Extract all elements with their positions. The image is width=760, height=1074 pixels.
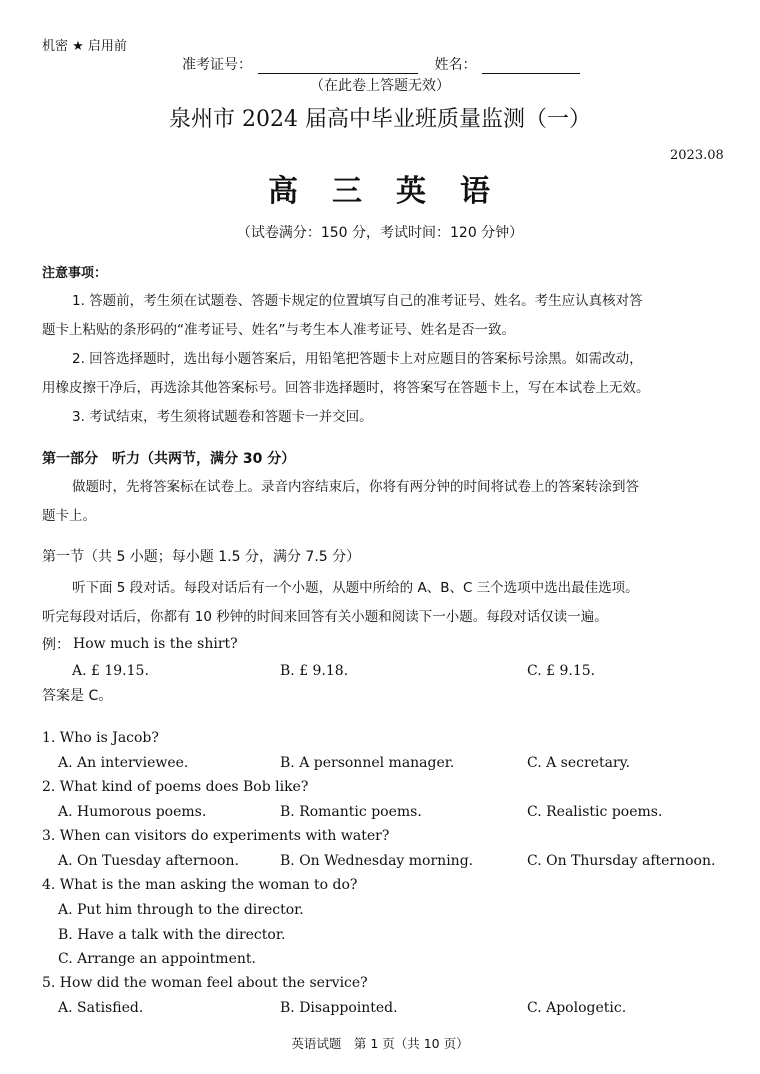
notice-item-2-line-2: 用橡皮擦干净后，再选涂其他答案标号。回答非选择题时，将答案写在答题卡上，写在本试卷上无效。 <box>42 380 650 396</box>
part1-instruction-line-1: 做题时，先将答案标在试卷上。录音内容结束后，你将有两分钟的时间将试卷上的答案转涂到答 <box>72 479 639 495</box>
question-4-option-c: C. Arrange an appointment. <box>58 951 256 967</box>
exam-number-blank <box>258 73 418 74</box>
notice-item-1-line-1: 1. 答题前，考生须在试题卷、答题卡规定的位置填写自己的准考证号、姓名。考生应认真核对答 <box>72 293 643 309</box>
section1-heading: 第一节（共 5 小题；每小题 1.5 分，满分 7.5 分） <box>42 549 361 565</box>
invalid-answer-note: （在此卷上答题无效） <box>310 78 450 94</box>
section1-instruction-line-1: 听下面 5 段对话。每段对话后有一个小题，从题中所给的 A、B、C 三个选项中选出最佳选项。 <box>72 580 639 596</box>
question-2-option-c: C. Realistic poems. <box>527 804 663 820</box>
example-option-c: C. £ 9.15. <box>527 663 596 679</box>
question-5-option-c: C. Apologetic. <box>527 1000 627 1016</box>
confidential-label: 机密 ★ 启用前 <box>42 39 127 54</box>
notice-item-2-line-1: 2. 回答选择题时，选出每小题答案后，用铅笔把答题卡上对应题目的答案标号涂黑。如需改动， <box>72 351 643 367</box>
part1-instruction-line-2: 题卡上。 <box>42 508 96 524</box>
question-4-option-a: A. Put him through to the director. <box>58 902 304 918</box>
exam-title: 泉州市 2024 届高中毕业班质量监测（一） <box>169 107 591 132</box>
question-1-option-a: A. An interviewee. <box>58 755 189 771</box>
exam-date: 2023.08 <box>670 148 724 163</box>
name-label: 姓名： <box>434 57 477 73</box>
notice-heading: 注意事项： <box>42 266 108 281</box>
question-5: 5. How did the woman feel about the service? <box>42 975 368 991</box>
question-5-option-b: B. Disappointed. <box>280 1000 398 1016</box>
subject-title: 高 三 英 语 <box>268 174 492 209</box>
score-info: （试卷满分：150 分，考试时间：120 分钟） <box>236 225 524 241</box>
question-2: 2. What kind of poems does Bob like? <box>42 779 309 795</box>
exam-number-label: 准考证号： <box>182 57 252 73</box>
question-4: 4. What is the man asking the woman to do? <box>42 877 358 893</box>
example-question: How much is the shirt? <box>73 636 238 652</box>
question-2-option-b: B. Romantic poems. <box>280 804 422 820</box>
example-label: 例： <box>42 637 70 653</box>
example-answer: 答案是 C。 <box>42 688 113 704</box>
question-5-option-a: A. Satisfied. <box>58 1000 144 1016</box>
question-3-option-b: B. On Wednesday morning. <box>280 853 474 869</box>
question-3-option-a: A. On Tuesday afternoon. <box>58 853 239 869</box>
question-4-option-b: B. Have a talk with the director. <box>58 927 286 943</box>
question-1: 1. Who is Jacob? <box>42 730 159 746</box>
question-3-option-c: C. On Thursday afternoon. <box>527 853 716 869</box>
question-3: 3. When can visitors do experiments with water? <box>42 828 390 844</box>
question-2-option-a: A. Humorous poems. <box>58 804 207 820</box>
example-option-a: A. £ 19.15. <box>72 663 149 679</box>
notice-item-1-line-2: 题卡上粘贴的条形码的“准考证号、姓名”与考生本人准考证号、姓名是否一致。 <box>42 322 515 338</box>
candidate-info-line <box>182 54 580 74</box>
name-blank <box>482 73 580 74</box>
part1-heading: 第一部分 听力（共两节，满分 30 分） <box>42 451 296 467</box>
page-footer: 英语试题 第 1 页（共 10 页） <box>291 1036 469 1051</box>
question-1-option-b: B. A personnel manager. <box>280 755 455 771</box>
question-1-option-c: C. A secretary. <box>527 755 631 771</box>
section1-instruction-line-2: 听完每段对话后，你都有 10 秒钟的时间来回答有关小题和阅读下一小题。每段对话仅读一遍。 <box>42 609 608 625</box>
notice-item-3: 3. 考试结束，考生须将试题卷和答题卡一并交回。 <box>72 409 373 425</box>
example-option-b: B. £ 9.18. <box>280 663 349 679</box>
